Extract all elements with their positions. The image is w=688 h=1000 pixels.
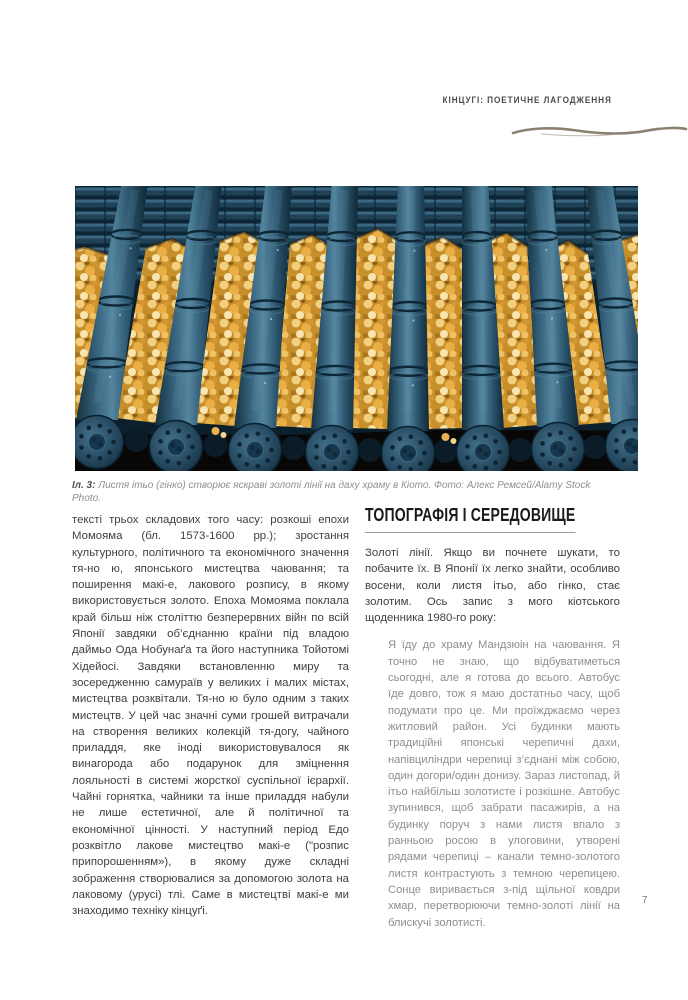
section-heading: ТОПОГРАФІЯ І СЕРЕДОВИЩЕ [365, 505, 575, 533]
running-header: КІНЦУГІ: ПОЕТИЧНЕ ЛАГОДЖЕННЯ [442, 95, 612, 106]
figure-caption [72, 479, 620, 505]
figure-caption-text: Листя ітьо (гінко) створює яскраві золоті лінії на даху храму в Кіото. Фото: Алекс Ремсей/Alamy Stock Photo. [72, 480, 591, 504]
temple-roof-photo [75, 186, 638, 471]
figure-caption-label: Іл. 3: [72, 480, 96, 491]
diary-quote: Я їду до храму Мандзюін на чаювання. Я точно не знаю, що відбуватиметься сьогодні, але я готова до всього. Автобус їде довго, тож я маю достатньо часу, щоб подумати про це. Ми проїжджаємо через житловий район. Усі будинки мають традиційні японські черепичні дахи, напівциліндри черепиці з’єднані між собою, один догори/один донизу. Зараз листопад, й ітьо найбільш золотисте і розкішне. Автобус зупинився, щоб забрати пасажирів, а на будинку поруч з нами листя впало з ранньою росою в улоговини, утворені рядами черепиці – канали темно-золотого листя контрастують з темною черепицею. Сонце виривається з-під щільної ковдри хмар, перетворюючи темно-золоті лінії на блискучі золотисті. [388, 639, 620, 929]
left-column-paragraph: тексті трьох складових того часу: розкоші епохи Момояма (бл. 1573-1600 рр.); зростання культурного, політичного та економічного значення тя-но ю, японського мистецтва чаювання; та поширення макі-е, лакового розпису, в якому використовується золото. Епоха Момояма поклала край більш ніж століттю безперервних війн по всій Японії завдяки об’єднанню країни під владою даймьо Ода Нобунаґа та його наступника Тойотомі Хідейосі. Завдяки встановленню миру та зосередженню самураїв у великих і малих містах, мистецтва розквітали. Тя-но ю було одним з таких мистецтв. У цей час значні суми грошей витрачали на створення великих колекцій тя-догу, чайного приладдя, яке іноді використовувалося як винагорода або подарунок для зміцнення лояльності в системі жорсткої суспільної ієрархії. Чайні горнятка, чайники та інше приладдя набули не лише естетичної, але й політичної та економічної цінності. У наступний період Едо розквітло лакове мистецтво макі-е ("розпис припорошенням»), в якому дуже складні зображення створювалися за допомогою золота на лаковому (урусі) тлі. Саме в мистецтві макі-е ми знаходимо техніку кінцуґі. [72, 514, 349, 918]
brush-stroke-icon [511, 122, 688, 140]
right-column [365, 505, 620, 931]
section-intro: Золоті лінії. Якщо ви почнете шукати, то побачите їх. В Японії їх легко знайти, особливо восени, коли листя ітьо, або гінко, стає золотим. Ось запис з мого кіотського щоденника 1980-го року: [365, 547, 620, 625]
temple-roof-illustration [75, 186, 638, 471]
page-number: 7 [642, 895, 648, 906]
